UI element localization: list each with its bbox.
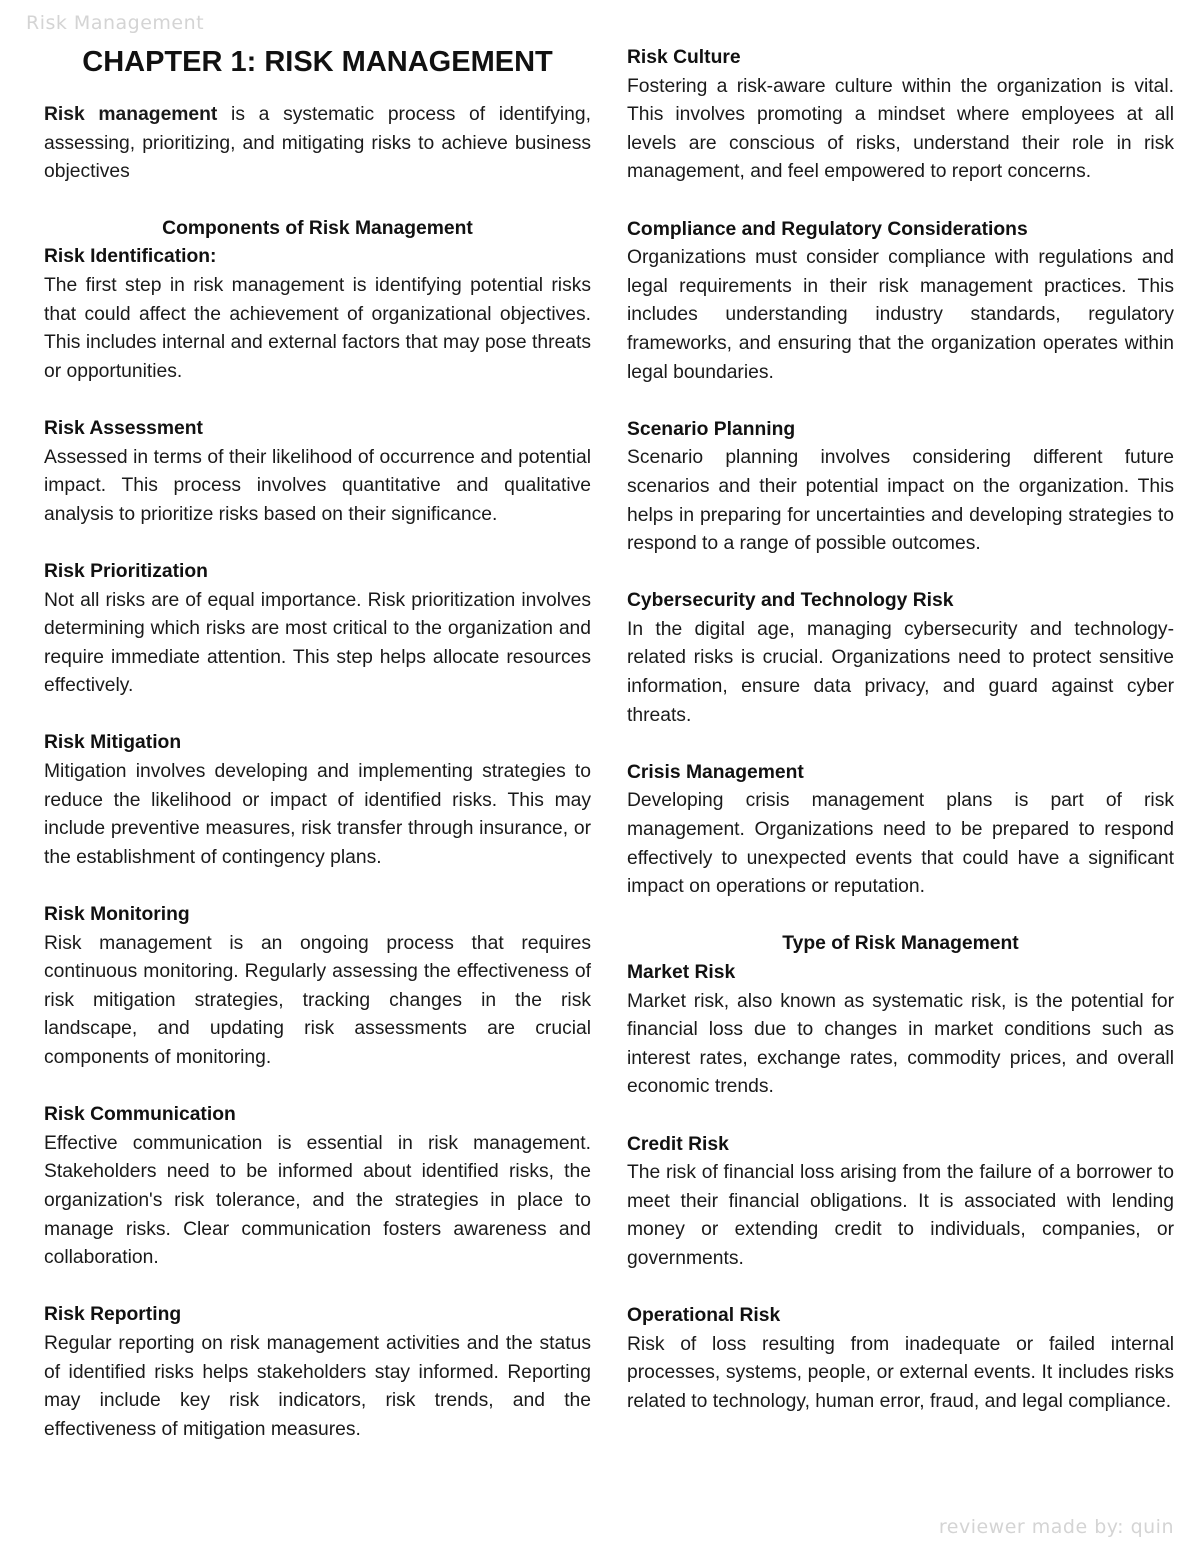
section-title: Market Risk — [627, 962, 736, 983]
section-title: Risk Assessment — [44, 417, 203, 439]
section-risk-culture — [627, 44, 1174, 187]
section-body: Effective communication is essential in risk management. Stakeholders need to be informed about identified risks, the organization's risk tolerance, and the strategies in place to manage risks. Clear communication fosters awareness and collaboration. — [44, 1132, 591, 1269]
section-body: The first step in risk management is identifying potential risks that could affect the achievement of organizational objectives. This includes internal and external factors that may pose threats or opportunities. — [44, 274, 591, 382]
section-body: Mitigation involves developing and implementing strategies to reduce the likelihood or impact of identified risks. This may include preventive measures, risk transfer through insurance, or the establishment of contingency plans. — [44, 761, 591, 868]
section-cybersecurity — [627, 587, 1174, 730]
section-body: The risk of financial loss arising from the failure of a borrower to meet their financial obligations. It is associated with lending money or extending credit to individuals, companies, or governments. — [627, 1162, 1174, 1269]
section-body: Risk management is an ongoing process that requires continuous monitoring. Regularly assessing the effectiveness of risk mitigation strategies, tracking changes in the risk landscape, and updating risk assessments are crucial components of monitoring. — [44, 932, 591, 1068]
section-title: Risk Identification: — [44, 246, 217, 268]
section-body: Organizations must consider compliance with regulations and legal requirements in their risk management practices. This includes understanding industry standards, regulatory frameworks, and ensuring that the organization operates within legal boundaries. — [627, 247, 1174, 383]
section-body: Fostering a risk-aware culture within the organization is vital. This involves promoting a mindset where employees at all levels are conscious of risks, understand their role in risk management, and feel empowered to report concerns. — [627, 75, 1174, 183]
section-credit-risk — [627, 1131, 1174, 1274]
section-crisis-management — [627, 759, 1174, 902]
footer-watermark: reviewer made by: quin — [938, 1516, 1174, 1538]
section-title: Risk Communication — [44, 1104, 236, 1126]
right-column — [627, 44, 1174, 1417]
section-risk-prioritization — [44, 558, 591, 701]
section-title: Operational Risk — [627, 1305, 781, 1327]
section-body: In the digital age, managing cybersecurity and technology-related risks is crucial. Organizations need to protect sensitive information, ensure data privacy, and guard against cyber threats. — [627, 618, 1174, 726]
section-body: Market risk, also known as systematic risk, is the potential for financial loss due to changes in market conditions such as interest rates, exchange rates, commodity prices, and overall economic trends. — [627, 990, 1174, 1098]
section-body: Regular reporting on risk management activities and the status of identified risks helps stakeholders stay informed. Reporting may include key risk indicators, risk trends, and the effectiveness of mitigation measures. — [44, 1332, 591, 1440]
section-body: Scenario planning involves considering different future scenarios and their potential impact on the organization. This helps in preparing for uncertainties and developing strategies to respond to a range of possible outcomes. — [627, 447, 1174, 555]
section-body: Risk of loss resulting from inadequate or failed internal processes, systems, people, or external events. It includes risks related to technology, human error, fraud, and legal compliance. — [627, 1333, 1174, 1412]
section-title: Risk Mitigation — [44, 732, 182, 754]
left-column — [44, 44, 591, 1444]
section-scenario-planning — [627, 416, 1174, 559]
section-risk-assessment — [44, 415, 591, 529]
section-risk-identification — [44, 243, 591, 386]
section-body: Assessed in terms of their likelihood of occurrence and potential impact. This process involves quantitative and qualitative analysis to prioritize risks based on their significance. — [44, 446, 591, 525]
chapter-title: CHAPTER 1: RISK MANAGEMENT — [82, 46, 553, 78]
section-operational-risk — [627, 1302, 1174, 1416]
section-body: Developing crisis management plans is part of risk management. Organizations need to be prepared to respond effectively to unexpected events that could have a significant impact on operations or reputation. — [627, 790, 1174, 898]
section-risk-reporting — [44, 1301, 591, 1444]
section-title: Risk Prioritization — [44, 560, 208, 582]
section-title: Cybersecurity and Technology Risk — [627, 590, 954, 612]
intro-definition: is a systematic process of identifying, assessing, prioritizing, and mitigating risks to achieve business objectives — [44, 104, 591, 183]
components-heading: Components of Risk Management — [162, 217, 473, 239]
section-title: Risk Monitoring — [44, 904, 190, 926]
section-risk-communication — [44, 1101, 591, 1273]
section-risk-monitoring — [44, 901, 591, 1073]
section-title: Risk Culture — [627, 47, 741, 68]
section-title: Crisis Management — [627, 761, 804, 783]
section-title: Scenario Planning — [627, 418, 796, 440]
intro-term: Risk management — [44, 104, 218, 125]
section-title: Credit Risk — [627, 1133, 729, 1155]
section-risk-mitigation — [44, 729, 591, 872]
types-heading: Type of Risk Management — [782, 933, 1019, 955]
section-title: Compliance and Regulatory Considerations — [627, 218, 1028, 240]
header-watermark: Risk Management — [26, 12, 205, 34]
section-title: Risk Reporting — [44, 1304, 182, 1326]
intro-paragraph — [44, 101, 591, 187]
section-compliance — [627, 216, 1174, 388]
section-body: Not all risks are of equal importance. Risk prioritization involves determining which risks are most critical to the organization and require immediate attention. This step helps allocate resources effectively. — [44, 589, 591, 697]
section-market-risk — [627, 959, 1174, 1102]
